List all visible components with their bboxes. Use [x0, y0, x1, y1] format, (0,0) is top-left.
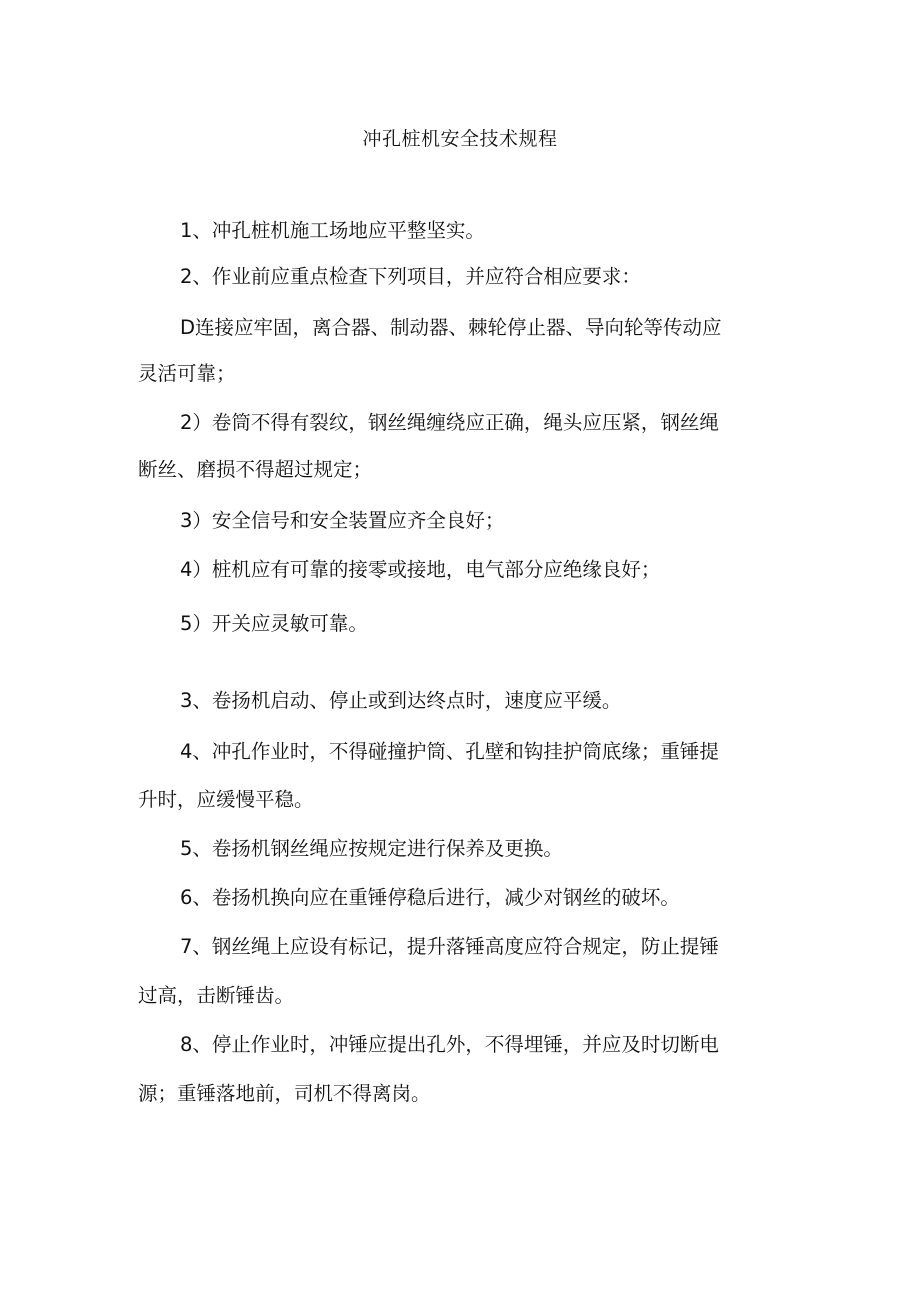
sub-item-1: D连接应牢固，离合器、制动器、棘轮停止器、导向轮等传动应	[180, 316, 722, 339]
sub-item-3: 3）安全信号和安全装置应齐全良好；	[180, 509, 505, 532]
paragraph-6: 6、卷扬机换向应在重锤停稳后进行，减少对钢丝的破坏。	[180, 886, 680, 909]
sub-item-2-continuation: 断丝、磨损不得超过规定；	[138, 458, 373, 481]
paragraph-2: 2、作业前应重点检查下列项目，并应符合相应要求：	[180, 265, 641, 288]
sub-item-4: 4）桩机应有可靠的接零或接地，电气部分应绝缘良好；	[180, 558, 661, 581]
paragraph-8: 8、停止作业时，冲锤应提出孔外，不得埋锤，并应及时切断电	[180, 1033, 719, 1056]
sub-item-2: 2）卷筒不得有裂纹，钢丝绳缠绕应正确，绳头应压紧，钢丝绳	[180, 411, 719, 434]
paragraph-4-continuation: 升时，应缓慢平稳。	[138, 788, 314, 811]
paragraph-8-continuation: 源；重锤落地前，司机不得离岗。	[138, 1082, 431, 1105]
paragraph-1: 1、冲孔桩机施工场地应平整坚实。	[180, 219, 485, 242]
paragraph-7: 7、钢丝绳上应设有标记，提升落锤高度应符合规定，防止提锤	[180, 935, 719, 958]
sub-item-5: 5）开关应灵敏可靠。	[180, 612, 368, 635]
paragraph-5: 5、卷扬机钢丝绳应按规定进行保养及更换。	[180, 837, 563, 860]
paragraph-3: 3、卷扬机启动、停止或到达终点时，速度应平缓。	[180, 689, 622, 712]
sub-item-1-continuation: 灵活可靠；	[138, 362, 236, 385]
paragraph-4: 4、冲孔作业时，不得碰撞护筒、孔壁和钩挂护筒底缘；重锤提	[180, 740, 719, 763]
paragraph-7-continuation: 过高，击断锤齿。	[138, 984, 295, 1007]
page-title: 冲孔桩机安全技术规程	[362, 128, 558, 150]
